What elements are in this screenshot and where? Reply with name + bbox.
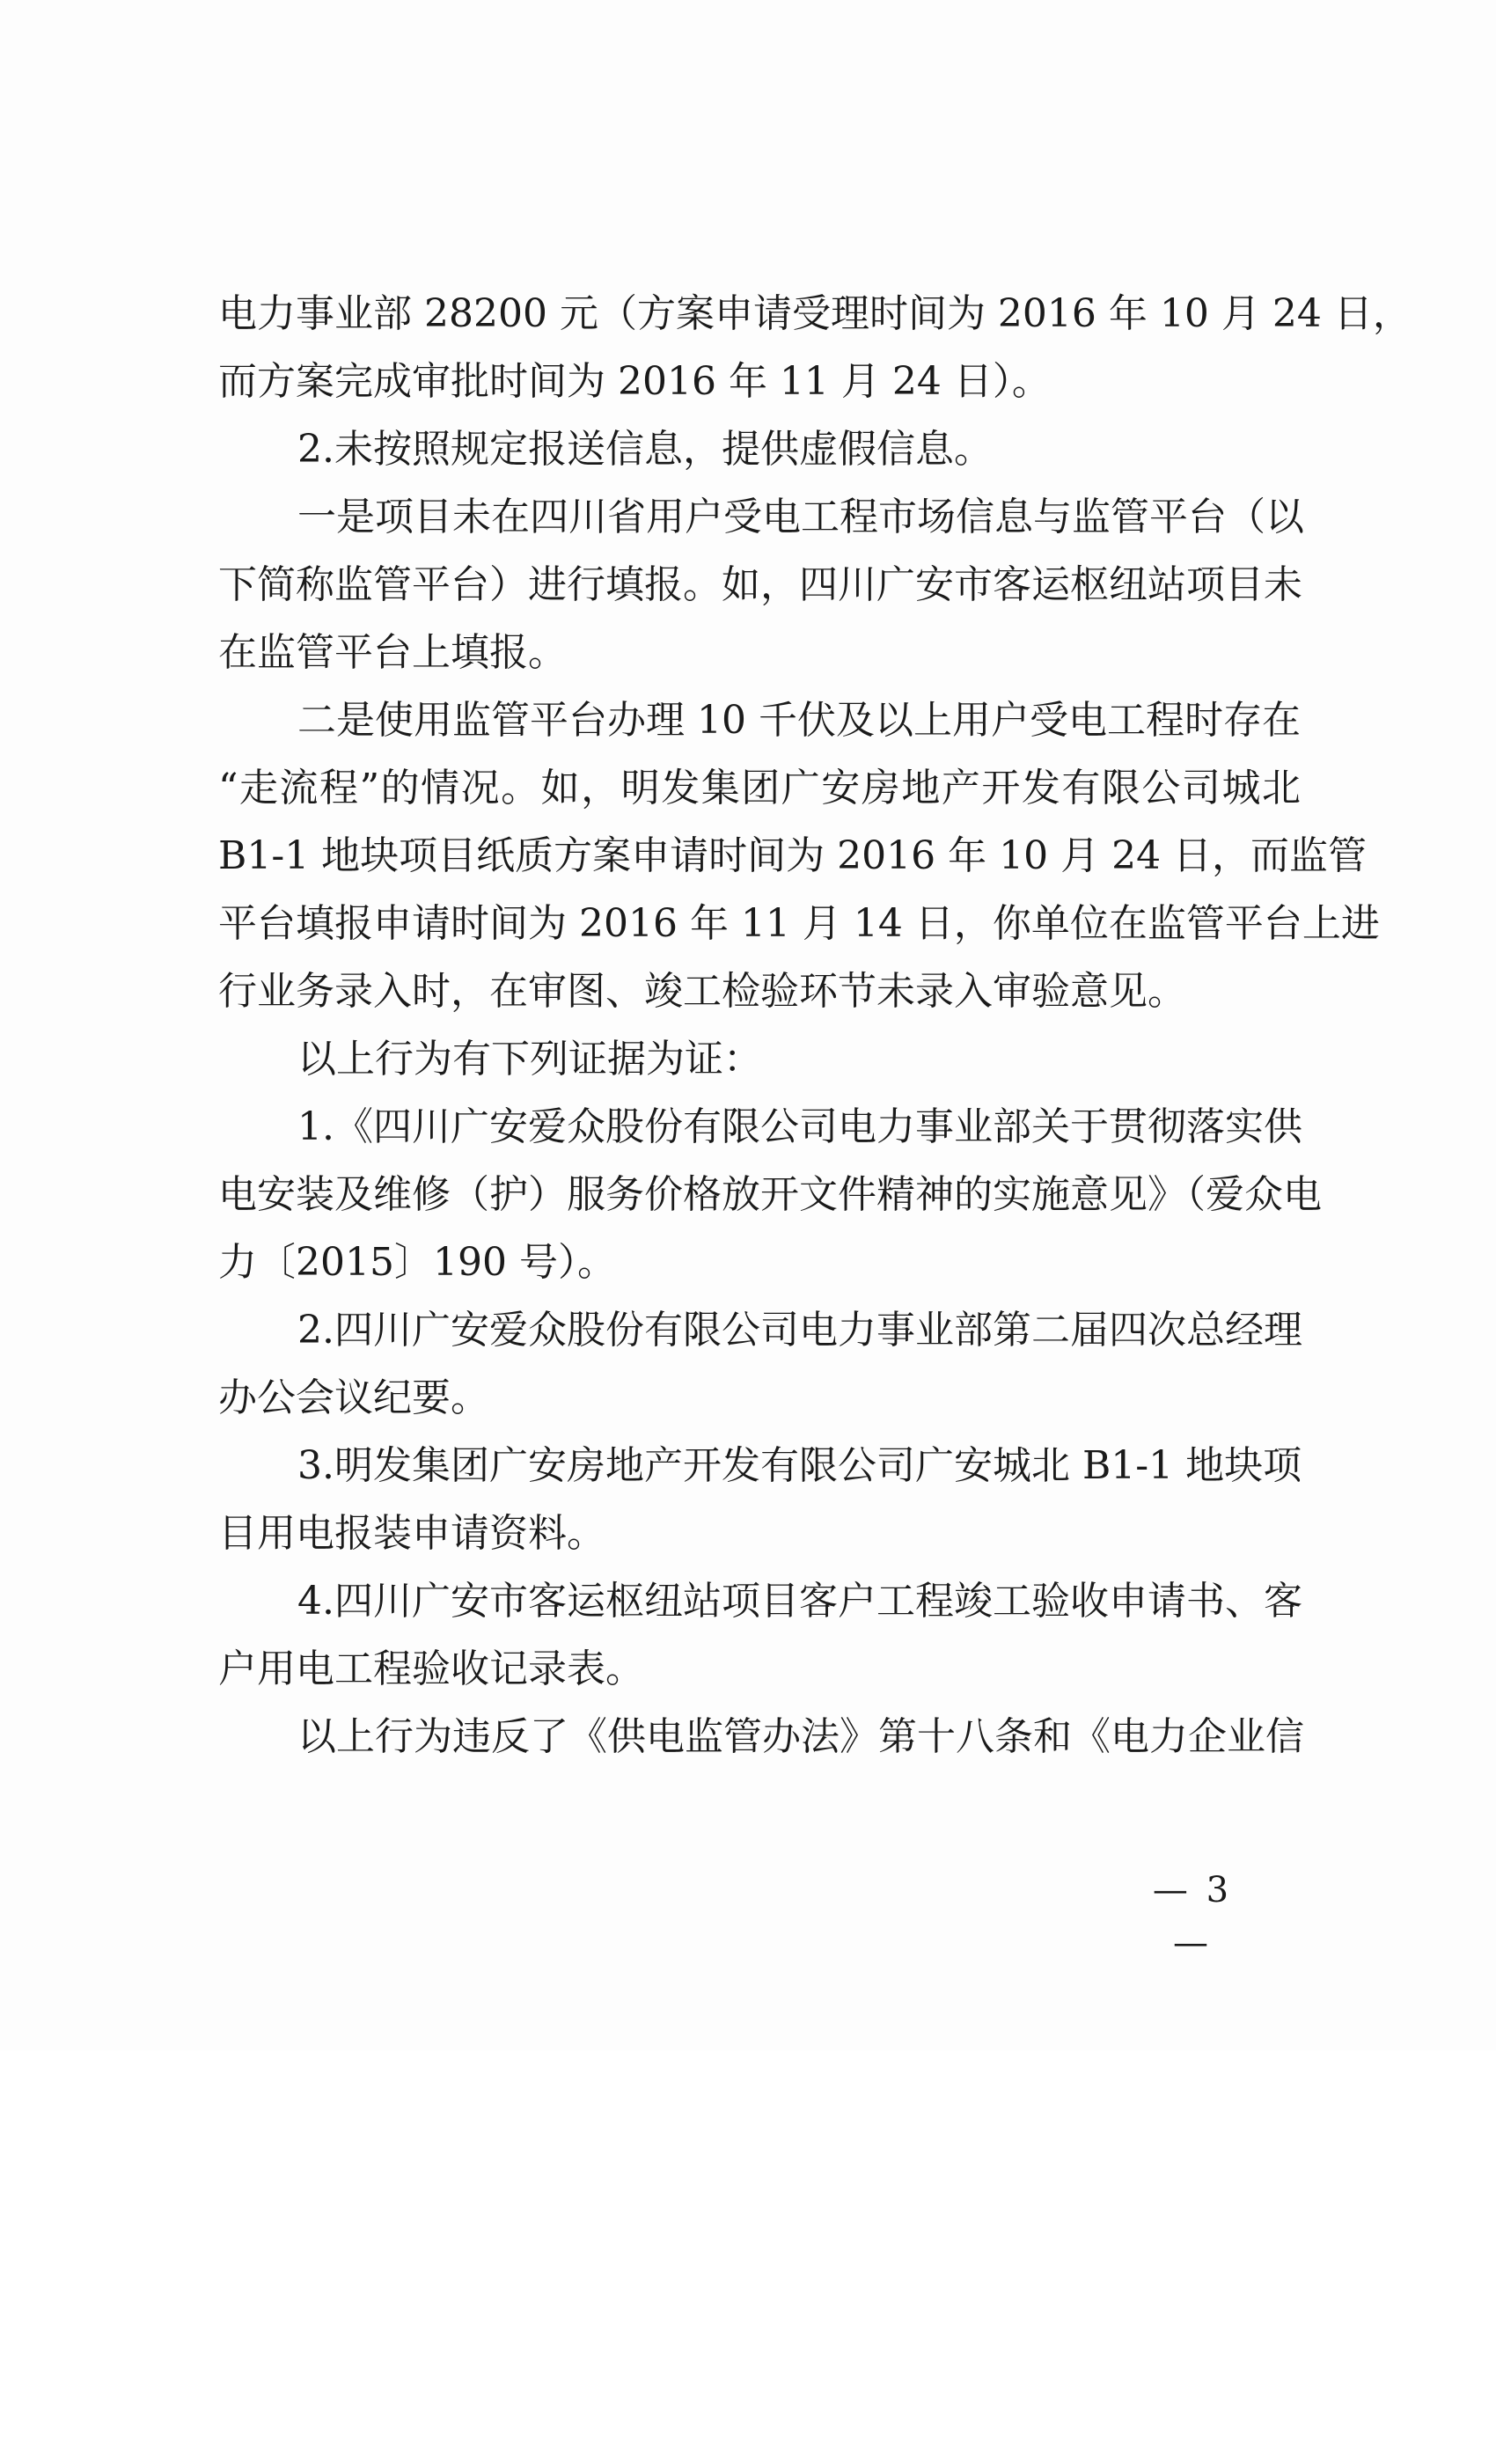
document-body [218,280,1412,1771]
evidence-item: 3.明发集团广安房地产开发有限公司广安城北 B1-1 地块项 [297,1443,1302,1488]
text-line: 下简称监管平台）进行填报。如，四川广安市客运枢纽站项目未 [218,562,1302,607]
text-line: 而方案完成审批时间为 2016 年 11 月 24 日）。 [218,359,1051,404]
page-number: — 3 — [1152,1870,1233,1963]
text-line: 以上行为违反了《供电监管办法》第十八条和《电力企业信 [297,1714,1304,1759]
text-line: “走流程”的情况。如，明发集团广安房地产开发有限公司城北 [218,766,1301,810]
text-line: 电安装及维修（护）服务价格放开文件精神的实施意见》（爱众电 [218,1172,1322,1217]
text-line: 户用电工程验收记录表。 [218,1646,644,1691]
evidence-item: 4.四川广安市客运枢纽站项目客户工程竣工验收申请书、客 [297,1579,1302,1624]
evidence-intro: 以上行为有下列证据为证： [297,1037,762,1082]
text-line: 在监管平台上填报。 [218,630,567,675]
text-line: 办公会议纪要。 [218,1375,489,1420]
text-line: B1-1 地块项目纸质方案申请时间为 2016 年 10 月 24 日，而监管 [218,833,1368,878]
text-line: 平台填报申请时间为 2016 年 11 月 14 日，你单位在监管平台上进 [218,901,1380,946]
text-line: 二是使用监管平台办理 10 千伏及以上用户受电工程时存在 [297,698,1301,743]
evidence-item: 2.四川广安爱众股份有限公司电力事业部第二届四次总经理 [297,1308,1302,1353]
text-line: 一是项目未在四川省用户受电工程市场信息与监管平台（以 [297,495,1304,539]
text-line: 行业务录入时，在审图、竣工检验环节未录入审验意见。 [218,969,1186,1014]
text-line: 力〔2015〕190 号）。 [218,1240,616,1285]
text-line: 电力事业部 28200 元（方案申请受理时间为 2016 年 10 月 24 日， [218,291,1412,336]
evidence-item: 1.《四川广安爱众股份有限公司电力事业部关于贯彻落实供 [297,1104,1302,1149]
section-heading: 2.未按照规定报送信息，提供虚假信息。 [297,427,993,472]
text-line: 目用电报装申请资料。 [218,1511,605,1556]
